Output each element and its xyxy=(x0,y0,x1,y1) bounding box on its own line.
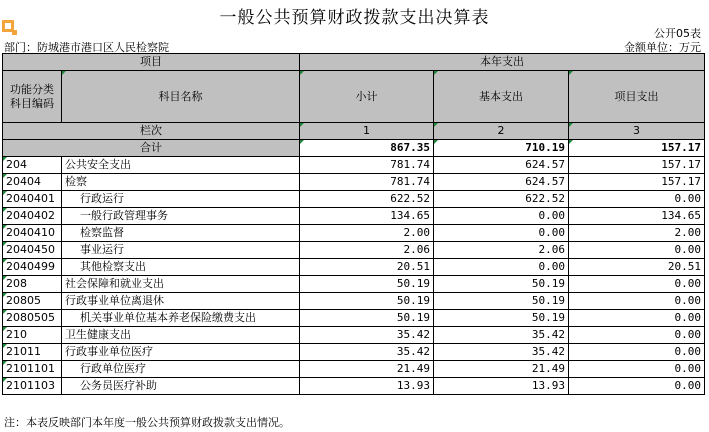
form-number: 公开05表 xyxy=(654,27,701,40)
row-basic[interactable]: 0.00 xyxy=(434,208,569,225)
header-function-code[interactable]: 功能分类科目编码 xyxy=(3,71,62,123)
header-basic-expenditure[interactable]: 基本支出 xyxy=(434,71,569,123)
row-project[interactable]: 157.17 xyxy=(569,174,705,191)
row-code[interactable]: 2040401 xyxy=(3,191,62,208)
row-code[interactable]: 208 xyxy=(3,276,62,293)
row-code[interactable]: 20404 xyxy=(3,174,62,191)
table-row xyxy=(3,191,705,208)
row-code[interactable]: 2040450 xyxy=(3,242,62,259)
row-code[interactable]: 2040410 xyxy=(3,225,62,242)
total-subtotal[interactable]: 867.35 xyxy=(300,140,434,157)
total-label[interactable]: 合计 xyxy=(3,140,300,157)
row-subject-name[interactable]: 卫生健康支出 xyxy=(62,327,300,344)
row-project[interactable]: 157.17 xyxy=(569,157,705,174)
row-subtotal[interactable]: 50.19 xyxy=(300,276,434,293)
row-subject-name[interactable]: 行政事业单位离退休 xyxy=(62,293,300,310)
row-subtotal[interactable]: 35.42 xyxy=(300,327,434,344)
row-subject-name[interactable]: 行政事业单位医疗 xyxy=(62,344,300,361)
row-basic[interactable]: 624.57 xyxy=(434,157,569,174)
table-row xyxy=(3,276,705,293)
row-basic[interactable]: 35.42 xyxy=(434,327,569,344)
row-subtotal[interactable]: 13.93 xyxy=(300,378,434,395)
row-subtotal[interactable]: 21.49 xyxy=(300,361,434,378)
row-project[interactable]: 0.00 xyxy=(569,378,705,395)
row-project[interactable]: 20.51 xyxy=(569,259,705,276)
row-subject-name[interactable]: 公共安全支出 xyxy=(62,157,300,174)
row-code[interactable]: 210 xyxy=(3,327,62,344)
row-subtotal[interactable]: 781.74 xyxy=(300,174,434,191)
table-body xyxy=(3,157,705,395)
row-code[interactable]: 2040402 xyxy=(3,208,62,225)
header-project[interactable]: 项目 xyxy=(3,54,300,71)
row-project[interactable]: 0.00 xyxy=(569,310,705,327)
row-code[interactable]: 2101103 xyxy=(3,378,62,395)
column-index-label[interactable]: 栏次 xyxy=(3,123,300,140)
row-project[interactable]: 0.00 xyxy=(569,327,705,344)
column-index-1[interactable]: 1 xyxy=(300,123,434,140)
row-basic[interactable]: 50.19 xyxy=(434,276,569,293)
row-basic[interactable]: 624.57 xyxy=(434,174,569,191)
table-row xyxy=(3,361,705,378)
row-subject-name[interactable]: 一般行政管理事务 xyxy=(62,208,300,225)
row-subtotal[interactable]: 2.00 xyxy=(300,225,434,242)
header-current-year[interactable]: 本年支出 xyxy=(300,54,705,71)
header-project-expenditure[interactable]: 项目支出 xyxy=(569,71,705,123)
row-subject-name[interactable]: 机关事业单位基本养老保险缴费支出 xyxy=(62,310,300,327)
row-subtotal[interactable]: 781.74 xyxy=(300,157,434,174)
row-code[interactable]: 21011 xyxy=(3,344,62,361)
row-subject-name[interactable]: 检察监督 xyxy=(62,225,300,242)
expenditure-table xyxy=(2,53,705,395)
row-subject-name[interactable]: 行政单位医疗 xyxy=(62,361,300,378)
header-subject-name[interactable]: 科目名称 xyxy=(62,71,300,123)
column-index-3[interactable]: 3 xyxy=(569,123,705,140)
row-subject-name[interactable]: 其他检察支出 xyxy=(62,259,300,276)
row-subject-name[interactable]: 事业运行 xyxy=(62,242,300,259)
row-subtotal[interactable]: 50.19 xyxy=(300,293,434,310)
table-row xyxy=(3,327,705,344)
row-basic[interactable]: 13.93 xyxy=(434,378,569,395)
row-basic[interactable]: 50.19 xyxy=(434,310,569,327)
row-project[interactable]: 134.65 xyxy=(569,208,705,225)
department-label: 部门：防城港市港口区人民检察院 xyxy=(4,41,169,54)
table-row xyxy=(3,242,705,259)
row-subject-name[interactable]: 行政运行 xyxy=(62,191,300,208)
footnote: 注：本表反映部门本年度一般公共预算财政拨款支出情况。 xyxy=(4,416,290,429)
row-code[interactable]: 20805 xyxy=(3,293,62,310)
row-code[interactable]: 2040499 xyxy=(3,259,62,276)
row-subtotal[interactable]: 50.19 xyxy=(300,310,434,327)
row-subtotal[interactable]: 2.06 xyxy=(300,242,434,259)
row-project[interactable]: 0.00 xyxy=(569,293,705,310)
total-basic[interactable]: 710.19 xyxy=(434,140,569,157)
row-basic[interactable]: 622.52 xyxy=(434,191,569,208)
amount-unit-label: 金额单位：万元 xyxy=(624,41,701,54)
total-project[interactable]: 157.17 xyxy=(569,140,705,157)
table-row xyxy=(3,157,705,174)
row-basic[interactable]: 0.00 xyxy=(434,259,569,276)
table-row xyxy=(3,174,705,191)
row-subject-name[interactable]: 检察 xyxy=(62,174,300,191)
table-row xyxy=(3,378,705,395)
table-row xyxy=(3,344,705,361)
row-subtotal[interactable]: 134.65 xyxy=(300,208,434,225)
row-basic[interactable]: 35.42 xyxy=(434,344,569,361)
row-project[interactable]: 2.00 xyxy=(569,225,705,242)
row-subject-name[interactable]: 社会保障和就业支出 xyxy=(62,276,300,293)
row-project[interactable]: 0.00 xyxy=(569,344,705,361)
row-project[interactable]: 0.00 xyxy=(569,361,705,378)
row-project[interactable]: 0.00 xyxy=(569,276,705,293)
table-row xyxy=(3,259,705,276)
row-project[interactable]: 0.00 xyxy=(569,242,705,259)
report-title: 一般公共预算财政拨款支出决算表 xyxy=(219,8,490,28)
row-code[interactable]: 2080505 xyxy=(3,310,62,327)
table-row xyxy=(3,225,705,242)
row-basic[interactable]: 21.49 xyxy=(434,361,569,378)
row-project[interactable]: 0.00 xyxy=(569,191,705,208)
row-basic[interactable]: 2.06 xyxy=(434,242,569,259)
row-code[interactable]: 2101101 xyxy=(3,361,62,378)
row-subtotal[interactable]: 20.51 xyxy=(300,259,434,276)
table-row xyxy=(3,293,705,310)
row-basic[interactable]: 50.19 xyxy=(434,293,569,310)
row-subtotal[interactable]: 622.52 xyxy=(300,191,434,208)
table-row xyxy=(3,208,705,225)
column-index-2[interactable]: 2 xyxy=(434,123,569,140)
header-subtotal[interactable]: 小计 xyxy=(300,71,434,123)
row-code[interactable]: 204 xyxy=(3,157,62,174)
row-basic[interactable]: 0.00 xyxy=(434,225,569,242)
row-subject-name[interactable]: 公务员医疗补助 xyxy=(62,378,300,395)
row-subtotal[interactable]: 35.42 xyxy=(300,344,434,361)
table-row xyxy=(3,310,705,327)
